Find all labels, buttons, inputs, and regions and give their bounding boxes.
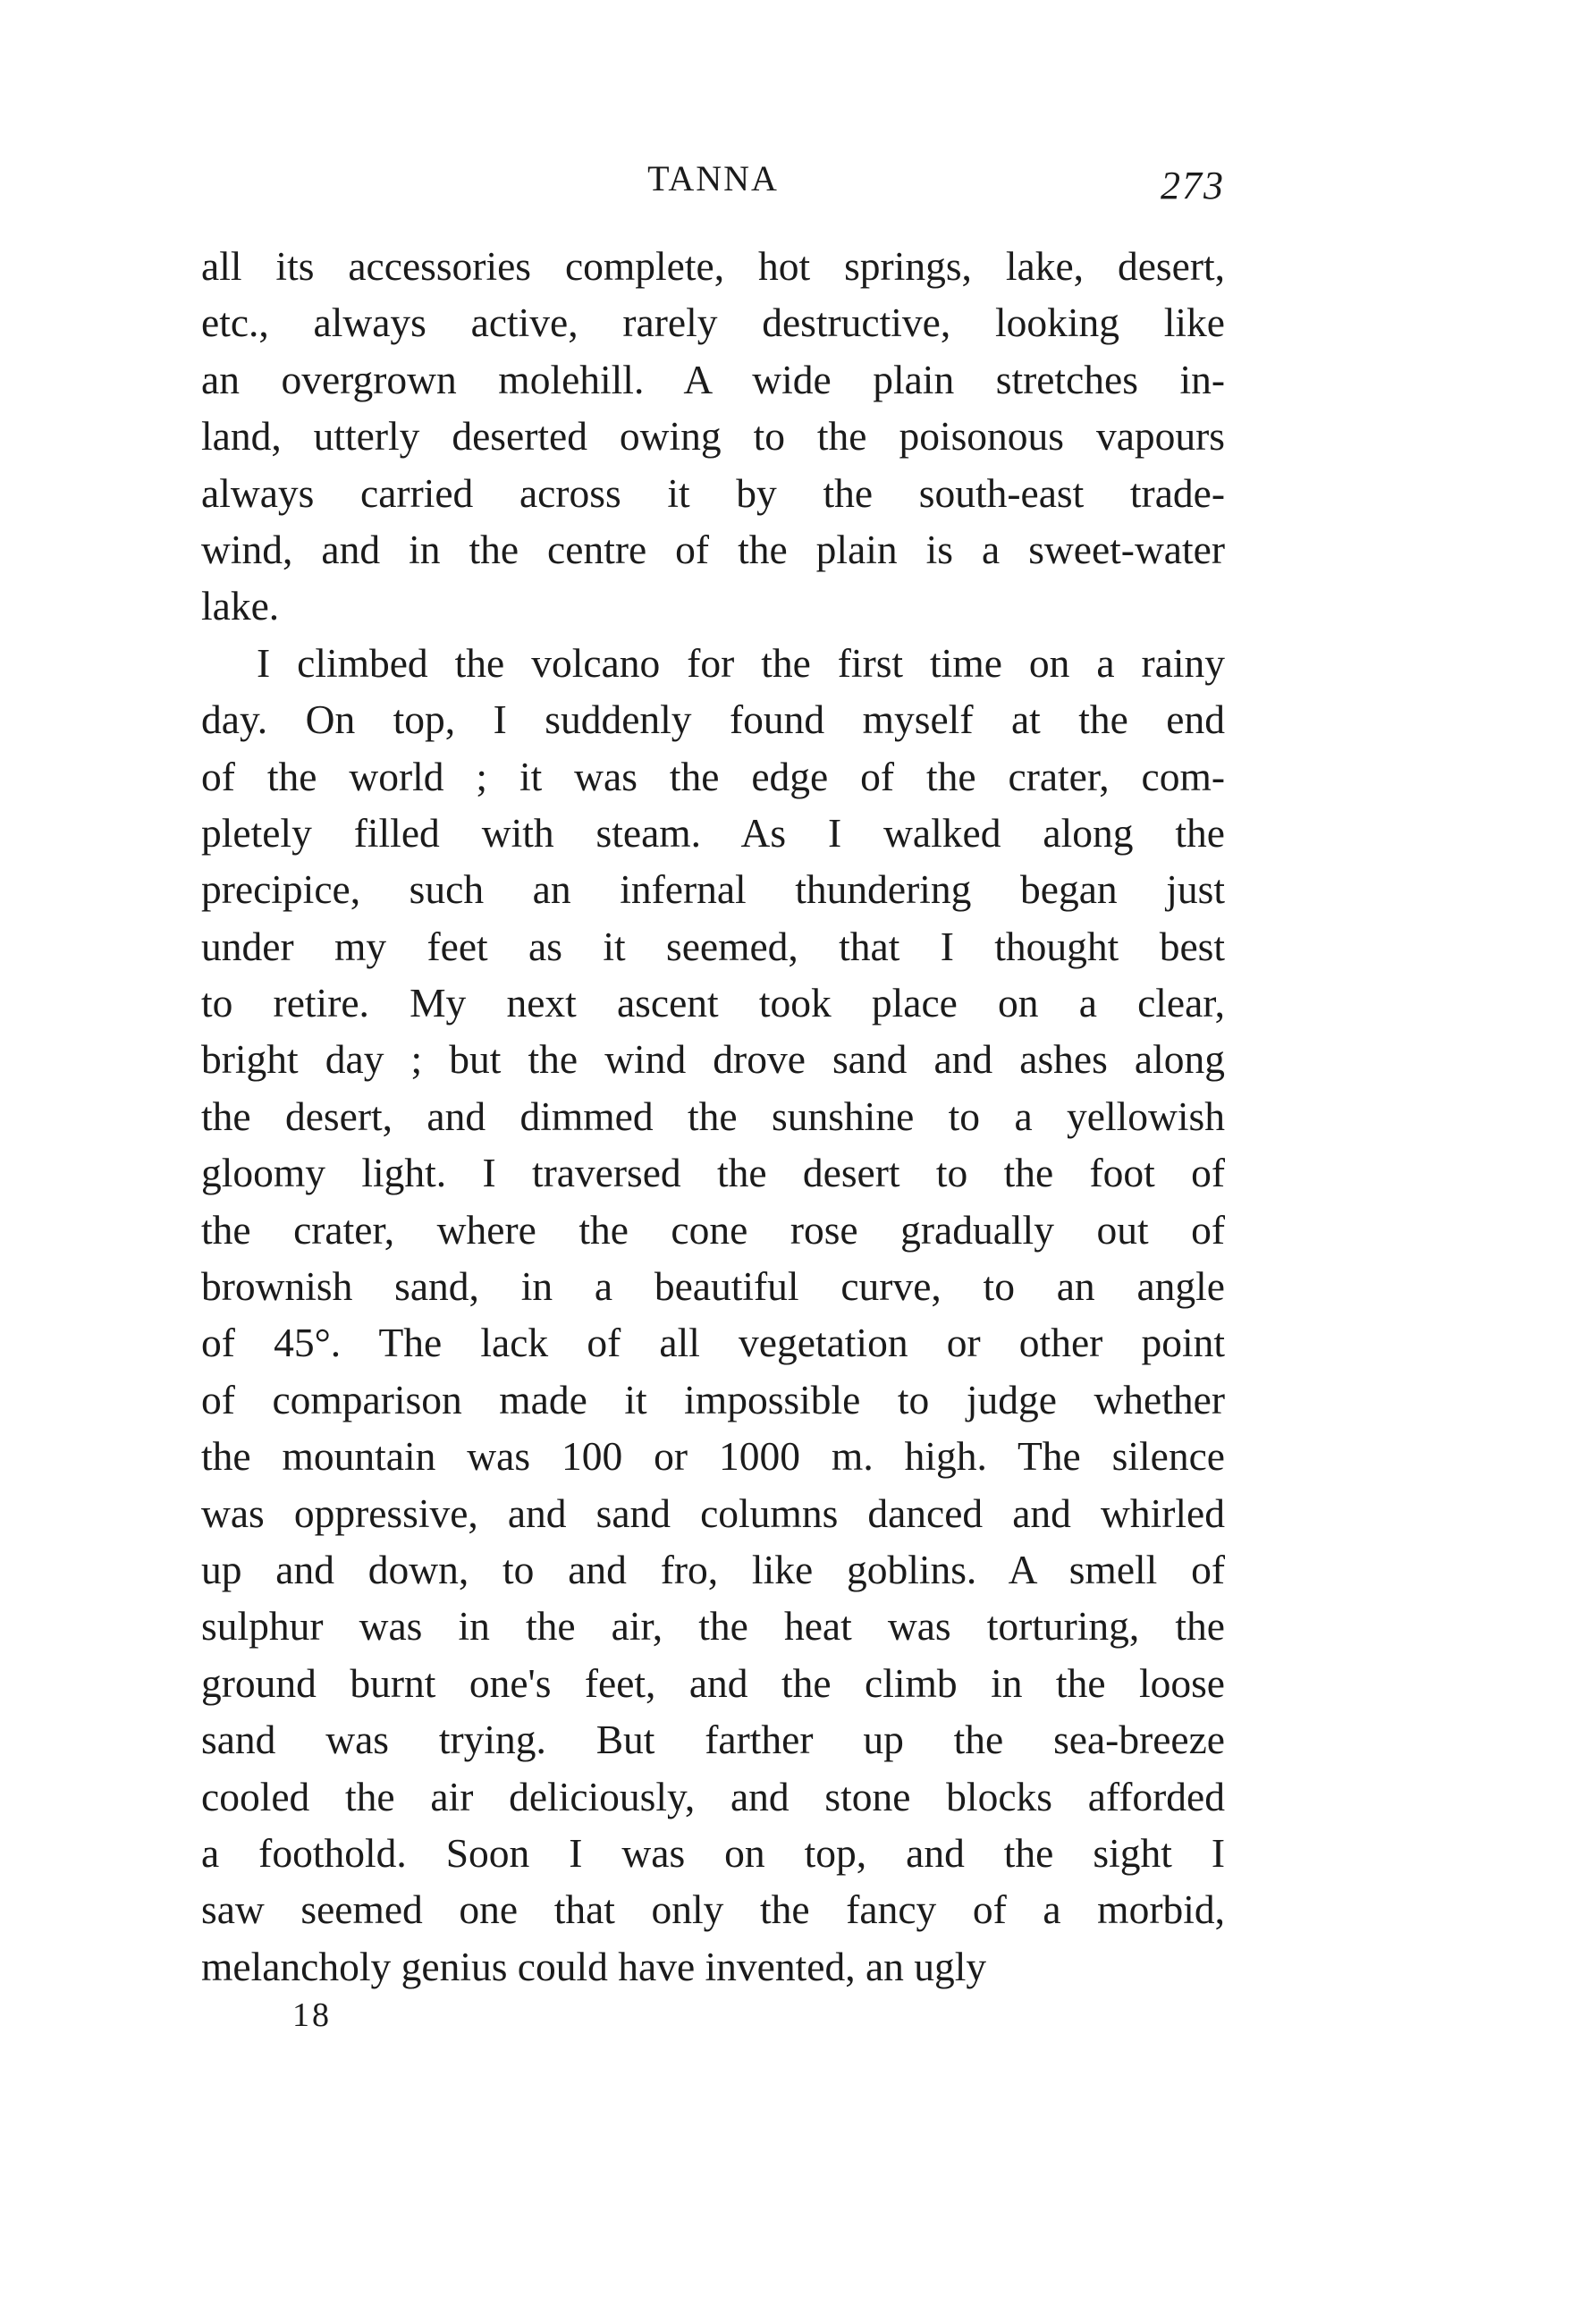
text-line: an overgrown molehill. A wide plain stretches in- — [201, 356, 1225, 402]
text-line: the crater, where the cone rose gradually out of — [201, 1206, 1225, 1253]
text-line: cooled the air deliciously, and stone blocks afforded — [201, 1773, 1225, 1819]
text-line: day. On top, I suddenly found myself at the end — [201, 696, 1225, 743]
text-line: of 45°. The lack of all vegetation or other point — [201, 1320, 1225, 1366]
running-head — [201, 150, 1225, 207]
signature-mark: 18 — [292, 1996, 332, 2034]
text-line: was oppressive, and sand columns danced and whirled — [201, 1490, 1225, 1536]
text-line: brownish sand, in a beautiful curve, to an angle — [201, 1263, 1225, 1310]
text-line: of the world ; it was the edge of the crater, com- — [201, 753, 1225, 799]
text-line: ground burnt one's feet, and the climb in the loose — [201, 1659, 1225, 1706]
running-title: TANNA — [647, 158, 779, 198]
text-line: saw seemed one that only the fancy of a morbid, — [201, 1886, 1225, 1933]
text-line: sand was trying. But farther up the sea-breeze — [201, 1717, 1225, 1763]
text-line: the desert, and dimmed the sunshine to a yellowish — [201, 1093, 1225, 1139]
text-line: etc., always active, rarely destructive, looking like — [201, 300, 1225, 346]
text-line: melancholy genius could have invented, an ugly — [201, 1943, 987, 1989]
text-line: land, utterly deserted owing to the poisonous vapours — [201, 413, 1225, 460]
text-line: wind, and in the centre of the plain is a sweet-water — [201, 526, 1225, 572]
text-line: pletely filled with steam. As I walked along the — [201, 809, 1225, 856]
body-text — [201, 238, 1225, 1995]
text-line: all its accessories complete, hot springs, lake, desert, — [201, 243, 1225, 289]
text-line: the mountain was 100 or 1000 m. high. The silence — [201, 1433, 1225, 1480]
text-line: bright day ; but the wind drove sand and ashes along — [201, 1036, 1225, 1083]
text-line: up and down, to and fro, like goblins. A smell of — [201, 1546, 1225, 1592]
text-line: under my feet as it seemed, that I thought best — [201, 923, 1225, 969]
text-line: I climbed the volcano for the first time on a rainy — [257, 639, 1225, 686]
text-line: of comparison made it impossible to judge whether — [201, 1376, 1225, 1422]
text-line: lake. — [201, 583, 280, 629]
text-line: a foothold. Soon I was on top, and the sight I — [201, 1829, 1225, 1876]
paragraph — [201, 635, 1225, 1995]
text-line: to retire. My next ascent took place on a clear, — [201, 980, 1225, 1026]
text-line: precipice, such an infernal thundering began just — [201, 866, 1225, 913]
text-line: sulphur was in the air, the heat was torturing, the — [201, 1603, 1225, 1650]
text-line: always carried across it by the south-east trade- — [201, 469, 1225, 516]
paragraph — [201, 238, 1225, 635]
page-number: 273 — [1161, 164, 1225, 207]
text-line: gloomy light. I traversed the desert to the foot of — [201, 1150, 1225, 1196]
